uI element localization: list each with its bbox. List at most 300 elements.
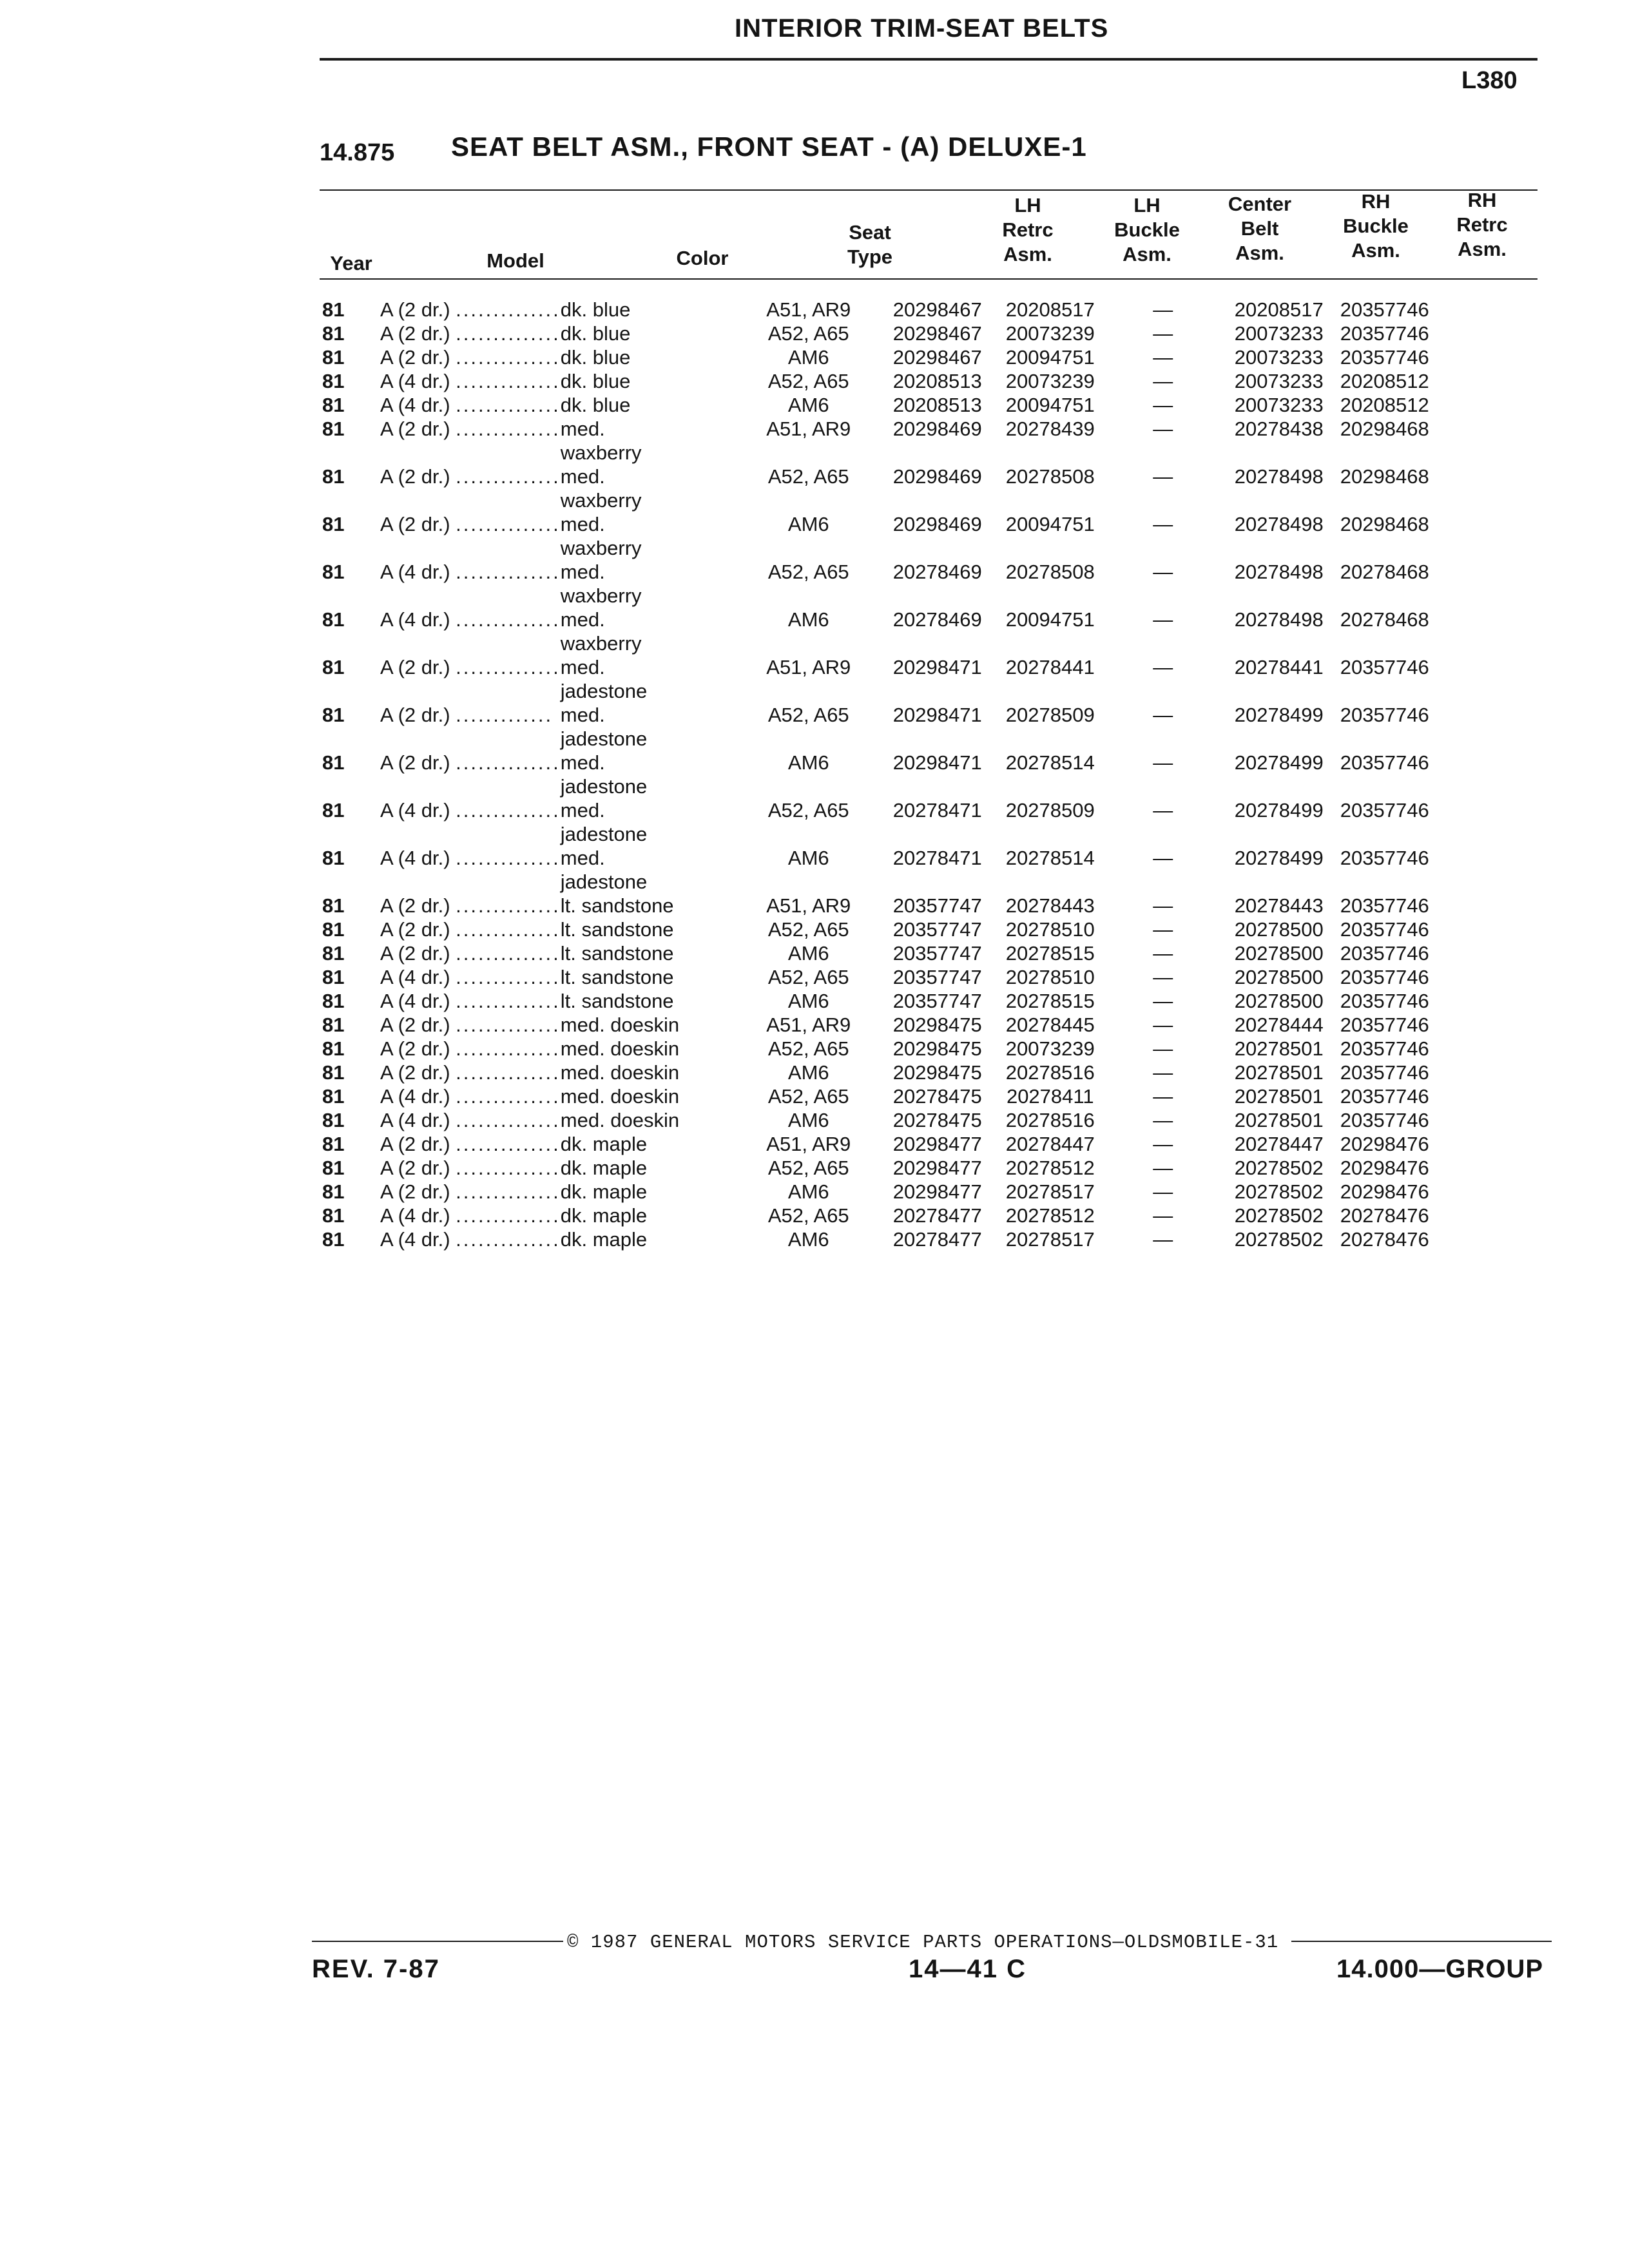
model-text: A (2 dr.) [380,465,450,488]
seat-type-cell: A51, AR9 [766,298,851,321]
rh-retrc-cell: 20357746 [1340,942,1429,965]
seat-type-cell: AM6 [787,394,829,416]
rh-buckle-cell: 20278499 [1234,799,1324,822]
center-belt-cell: — [1153,966,1173,988]
leader-dots: .............. [456,990,561,1012]
lh-buckle-cell: 20094751 [1005,394,1095,416]
lh-buckle-cell: 20073239 [1005,370,1095,392]
color-cell: med. [560,418,605,440]
model-cell [380,488,561,512]
rh-retrc-cell: 20298468 [1340,418,1429,440]
header-rule [320,58,1537,61]
seat-type-cell: A52, A65 [767,561,849,583]
year-cell [322,488,380,512]
color-cell: dk. maple [560,1228,648,1251]
lh-retrc-cell: 20298475 [892,1037,982,1060]
color-cell: jadestone [560,680,648,702]
lh-retrc-cell [883,441,992,465]
seat-type-cell [735,870,883,894]
year-cell: 81 [322,465,345,488]
rh-buckle-cell: 20073233 [1234,394,1324,416]
table-row [322,608,1456,631]
year-cell [322,584,380,608]
model-text: A (2 dr.) [380,298,450,321]
color-cell: jadestone [560,870,648,893]
lh-retrc-cell: 20357747 [892,942,982,965]
lh-retrc-cell [883,631,992,655]
color-cell: waxberry [560,489,642,512]
lh-buckle-cell: 20278510 [1005,966,1095,988]
leader-dots: .............. [456,1014,561,1036]
col-header-lh-retrc: LH Retrc Asm. [1002,194,1054,265]
year-cell: 81 [322,799,345,822]
model-text: A (2 dr.) [380,918,450,941]
color-cell: waxberry [560,537,642,559]
lh-retrc-cell: 20278471 [892,799,982,822]
color-cell: lt. sandstone [560,942,674,965]
model-text: A (4 dr.) [380,608,450,631]
table-row [322,536,1456,560]
rh-retrc-cell: 20357746 [1340,656,1429,678]
center-belt-cell: — [1153,322,1173,345]
model-cell [380,417,561,441]
color-cell: med. [560,465,605,488]
seat-type-cell: AM6 [787,751,829,774]
lh-retrc-cell: 20298471 [892,704,982,726]
table-row [322,393,1456,417]
rh-retrc-cell: 20298476 [1340,1180,1429,1203]
leader-dots: .............. [456,918,561,941]
center-belt-cell: — [1153,394,1173,416]
leader-dots: .............. [456,513,561,535]
lh-buckle-cell: 20073239 [1005,1037,1095,1060]
seat-type-cell: A52, A65 [767,918,849,941]
lh-buckle-cell: 20278441 [1005,656,1095,678]
model-cell [380,965,561,989]
color-cell: med. [560,751,605,774]
model-text: A (4 dr.) [380,1085,450,1108]
lh-retrc-cell: 20298469 [892,513,982,535]
lh-buckle-cell: 20094751 [1005,346,1095,369]
seat-type-cell [735,679,883,703]
year-cell [322,679,380,703]
lh-buckle-cell: 20278514 [1005,847,1095,869]
rh-retrc-cell: 20357746 [1340,966,1429,988]
rh-retrc-cell: 20357746 [1340,751,1429,774]
model-cell [380,1180,561,1204]
year-cell: 81 [322,418,345,440]
color-cell: waxberry [560,584,642,607]
lh-buckle-cell: 20208517 [1005,298,1095,321]
seat-type-cell: AM6 [787,847,829,869]
year-cell: 81 [322,1109,345,1131]
lh-buckle-cell [992,631,1108,655]
year-cell: 81 [322,298,345,321]
model-cell [380,298,561,322]
footer-copyright: © 1987 GENERAL MOTORS SERVICE PARTS OPERATIONS—OLDSMOBILE-31 [567,1932,1279,1953]
color-cell: waxberry [560,632,642,655]
lh-buckle-cell: 20278439 [1005,418,1095,440]
rh-buckle-cell: 20278438 [1234,418,1324,440]
color-cell: med. doeskin [560,1037,680,1060]
center-belt-cell [1108,727,1218,751]
rh-retrc-cell: 20298468 [1340,513,1429,535]
table-row [322,1108,1456,1132]
center-belt-cell [1108,822,1218,846]
seat-type-cell: A52, A65 [767,1085,849,1108]
seat-type-cell [735,822,883,846]
rh-buckle-cell: 20278447 [1234,1133,1324,1155]
color-cell: med. doeskin [560,1085,680,1108]
lh-buckle-cell: 20278509 [1005,799,1095,822]
model-text: A (2 dr.) [380,1157,450,1179]
center-belt-cell [1108,441,1218,465]
table-row [322,560,1456,584]
lh-retrc-cell: 20298467 [892,298,982,321]
leader-dots: .............. [456,346,561,369]
lh-buckle-cell [992,536,1108,560]
footer-page-number: 14—41 C [909,1955,1027,1983]
seat-type-cell: A51, AR9 [766,894,851,917]
lh-buckle-cell: 20278516 [1005,1109,1095,1131]
lh-buckle-cell: 20278512 [1005,1204,1095,1227]
model-text: A (2 dr.) [380,1180,450,1203]
color-cell: med. [560,656,605,678]
color-cell: dk. maple [560,1204,648,1227]
year-cell: 81 [322,847,345,869]
rh-buckle-cell: 20278500 [1234,990,1324,1012]
leader-dots: .............. [456,799,561,822]
rh-retrc-cell: 20357746 [1340,990,1429,1012]
lh-retrc-cell: 20278475 [892,1109,982,1131]
color-cell: med. doeskin [560,1014,680,1036]
rh-retrc-cell: 20357746 [1340,322,1429,345]
table-row [322,918,1456,941]
center-belt-cell: — [1153,346,1173,369]
lh-buckle-cell: 20278514 [1005,751,1095,774]
seat-type-cell [735,536,883,560]
rh-retrc-cell [1340,536,1456,560]
rh-retrc-cell: 20208512 [1340,394,1429,416]
model-cell [380,798,561,822]
lh-buckle-cell [992,822,1108,846]
lh-retrc-cell: 20357747 [892,966,982,988]
rh-retrc-cell: 20298476 [1340,1157,1429,1179]
year-cell: 81 [322,513,345,535]
rh-buckle-cell: 20278499 [1234,751,1324,774]
table-row [322,1084,1456,1108]
table-row [322,751,1456,774]
model-text: A (2 dr.) [380,1037,450,1060]
table-row [322,822,1456,846]
table-row [322,631,1456,655]
year-cell [322,870,380,894]
year-cell: 81 [322,322,345,345]
rh-retrc-cell: 20278468 [1340,608,1429,631]
leader-dots: .............. [456,966,561,988]
model-cell [380,1156,561,1180]
lh-retrc-cell: 20357747 [892,990,982,1012]
lh-retrc-cell [883,584,992,608]
rh-buckle-cell: 20073233 [1234,322,1324,345]
color-cell: dk. blue [560,346,631,369]
model-text: A (2 dr.) [380,1014,450,1036]
model-text: A (4 dr.) [380,394,450,416]
lh-retrc-cell: 20298469 [892,465,982,488]
model-text: A (2 dr.) [380,346,450,369]
center-belt-cell: — [1153,799,1173,822]
section-number: 14.875 [320,139,395,166]
seat-type-cell: A52, A65 [767,966,849,988]
model-cell [380,822,561,846]
lh-retrc-cell: 20298467 [892,346,982,369]
table-row [322,1037,1456,1061]
rh-retrc-cell [1340,631,1456,655]
rh-buckle-cell: 20278498 [1234,513,1324,535]
color-cell: jadestone [560,775,648,798]
year-cell: 81 [322,1204,345,1227]
table-row [322,488,1456,512]
rh-buckle-cell: 20278502 [1234,1180,1324,1203]
center-belt-cell: — [1153,608,1173,631]
model-text: A (4 dr.) [380,561,450,583]
model-cell [380,512,561,536]
table-row [322,1227,1456,1251]
leader-dots: .............. [456,465,561,488]
seat-type-cell: A52, A65 [767,465,849,488]
rh-retrc-cell [1340,774,1456,798]
rh-retrc-cell: 20357746 [1340,1037,1429,1060]
model-cell [380,465,561,488]
year-cell: 81 [322,656,345,678]
model-text: A (2 dr.) [380,704,450,726]
rh-retrc-cell: 20357746 [1340,1014,1429,1036]
rh-buckle-cell: 20278501 [1234,1061,1324,1084]
table-row [322,846,1456,870]
leader-dots: .............. [456,894,561,917]
lh-buckle-cell: 20278517 [1005,1180,1095,1203]
center-belt-cell: — [1153,418,1173,440]
footer-group: 14.000—GROUP [1336,1955,1544,1983]
table-row [322,417,1456,441]
center-belt-cell: — [1153,1228,1173,1251]
lh-retrc-cell [883,727,992,751]
model-cell [380,322,561,345]
color-cell: lt. sandstone [560,894,674,917]
center-belt-cell: — [1153,894,1173,917]
center-belt-cell: — [1153,1204,1173,1227]
model-text: A (4 dr.) [380,370,450,392]
model-cell [380,774,561,798]
seat-type-cell: AM6 [787,1180,829,1203]
year-cell: 81 [322,1061,345,1084]
lh-buckle-cell [992,727,1108,751]
table-row [322,512,1456,536]
lh-retrc-cell: 20208513 [892,394,982,416]
color-cell: lt. sandstone [560,990,674,1012]
rh-buckle-cell: 20208517 [1234,298,1324,321]
rh-buckle-cell [1218,727,1340,751]
lh-buckle-cell [992,441,1108,465]
rh-retrc-cell [1340,727,1456,751]
model-cell [380,655,561,679]
center-belt-cell: — [1153,751,1173,774]
color-cell: med. [560,608,605,631]
center-belt-cell: — [1153,942,1173,965]
year-cell: 81 [322,990,345,1012]
col-header-center-belt: Center Belt Asm. [1228,193,1292,264]
year-cell: 81 [322,894,345,917]
year-cell: 81 [322,704,345,726]
seat-type-cell: AM6 [787,1228,829,1251]
model-cell [380,345,561,369]
center-belt-cell: — [1153,561,1173,583]
seat-type-cell: AM6 [787,346,829,369]
model-text: A (2 dr.) [380,513,450,535]
rh-buckle-cell [1218,488,1340,512]
section-title: SEAT BELT ASM., FRONT SEAT - (A) DELUXE-1 [451,131,1087,162]
rh-buckle-cell: 20278441 [1234,656,1324,678]
leader-dots: .............. [456,1157,561,1179]
rh-buckle-cell: 20278499 [1234,847,1324,869]
col-header-color: Color [676,247,729,269]
lh-buckle-cell: 20278515 [1005,990,1095,1012]
center-belt-cell: — [1153,918,1173,941]
leader-dots: .............. [456,418,561,440]
rh-retrc-cell [1340,679,1456,703]
seat-type-cell: A51, AR9 [766,656,851,678]
parts-table-body [322,298,1456,1251]
lh-retrc-cell: 20298475 [892,1014,982,1036]
table-row [322,369,1456,393]
color-cell: med. doeskin [560,1061,680,1084]
header-title: INTERIOR TRIM-SEAT BELTS [735,14,1109,43]
year-cell: 81 [322,918,345,941]
leader-dots: .............. [456,751,561,774]
lh-retrc-cell: 20208513 [892,370,982,392]
leader-dots: .............. [456,322,561,345]
rh-retrc-cell: 20357746 [1340,1061,1429,1084]
model-cell [380,441,561,465]
year-cell: 81 [322,561,345,583]
rh-buckle-cell: 20278444 [1234,1014,1324,1036]
seat-type-cell: A51, AR9 [766,418,851,440]
table-row [322,989,1456,1013]
lh-retrc-cell: 20278469 [892,561,982,583]
center-belt-cell [1108,870,1218,894]
rh-buckle-cell: 20278443 [1234,894,1324,917]
year-cell [322,822,380,846]
seat-type-cell: A51, AR9 [766,1014,851,1036]
model-text: A (2 dr.) [380,418,450,440]
rh-retrc-cell [1340,488,1456,512]
center-belt-cell: — [1153,1061,1173,1084]
seat-type-cell: A52, A65 [767,1157,849,1179]
leader-dots: .............. [456,1085,561,1108]
model-text: A (4 dr.) [380,847,450,869]
table-row [322,584,1456,608]
lh-retrc-cell [883,822,992,846]
table-row [322,1013,1456,1037]
leader-dots: .............. [456,561,561,583]
rh-buckle-cell: 20278498 [1234,465,1324,488]
rh-buckle-cell: 20278500 [1234,966,1324,988]
seat-type-cell [735,631,883,655]
rh-retrc-cell: 20357746 [1340,346,1429,369]
rh-buckle-cell [1218,631,1340,655]
year-cell: 81 [322,1085,345,1108]
lh-buckle-cell: 20278510 [1005,918,1095,941]
model-cell [380,1013,561,1037]
color-cell: med. [560,847,605,869]
rh-buckle-cell: 20278499 [1234,704,1324,726]
table-row [322,941,1456,965]
model-text: A (4 dr.) [380,1109,450,1131]
rh-retrc-cell [1340,870,1456,894]
leader-dots: .............. [456,394,561,416]
rh-buckle-cell: 20278500 [1234,942,1324,965]
rh-retrc-cell: 20357746 [1340,1085,1429,1108]
model-cell [380,584,561,608]
table-row [322,345,1456,369]
lh-retrc-cell: 20298471 [892,656,982,678]
model-cell [380,608,561,631]
leader-dots: .............. [456,1133,561,1155]
center-belt-cell: — [1153,1085,1173,1108]
table-row [322,894,1456,918]
model-text: A (4 dr.) [380,990,450,1012]
lh-retrc-cell [883,774,992,798]
color-cell: med. [560,513,605,535]
table-row [322,441,1456,465]
table-row [322,1156,1456,1180]
color-cell: jadestone [560,727,648,750]
rh-buckle-cell: 20278501 [1234,1109,1324,1131]
lh-retrc-cell [883,488,992,512]
center-belt-cell: — [1153,1014,1173,1036]
seat-type-cell [735,584,883,608]
model-cell [380,727,561,751]
lh-retrc-cell: 20278477 [892,1204,982,1227]
color-cell: lt. sandstone [560,966,674,988]
leader-dots: .............. [456,1228,561,1251]
seat-type-cell: A51, AR9 [766,1133,851,1155]
lh-buckle-cell: 20094751 [1005,513,1095,535]
rh-retrc-cell [1340,441,1456,465]
year-cell [322,774,380,798]
center-belt-cell [1108,536,1218,560]
lh-retrc-cell [883,870,992,894]
model-text: A (2 dr.) [380,1133,450,1155]
lh-retrc-cell: 20298477 [892,1133,982,1155]
table-row [322,322,1456,345]
center-belt-cell [1108,584,1218,608]
lh-buckle-cell: 20278517 [1005,1228,1095,1251]
seat-type-cell [735,727,883,751]
leader-dots: .............. [456,1204,561,1227]
rh-buckle-cell: 20278501 [1234,1037,1324,1060]
seat-type-cell: A52, A65 [767,322,849,345]
rh-buckle-cell: 20278501 [1234,1085,1324,1108]
color-cell: lt. sandstone [560,918,674,941]
lh-buckle-cell [992,774,1108,798]
center-belt-cell [1108,488,1218,512]
lh-retrc-cell: 20298475 [892,1061,982,1084]
rh-retrc-cell: 20298468 [1340,465,1429,488]
table-row [322,774,1456,798]
seat-type-cell: AM6 [787,942,829,965]
rh-buckle-cell: 20278498 [1234,608,1324,631]
